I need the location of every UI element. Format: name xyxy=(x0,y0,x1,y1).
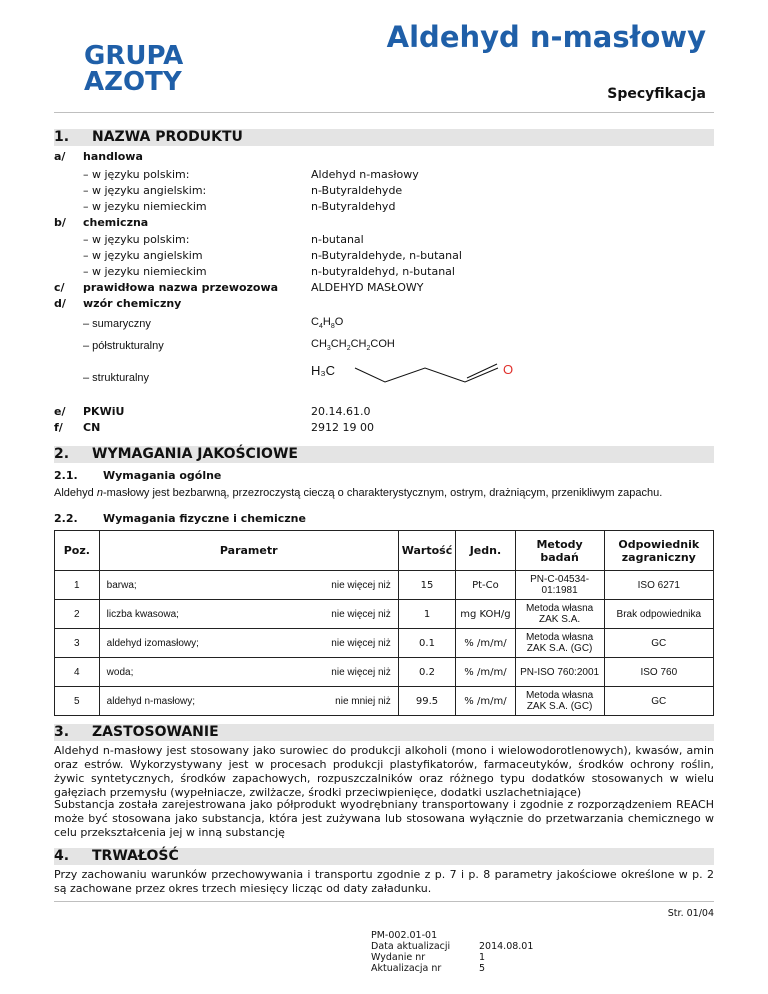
footer-date-label: Data aktualizacji xyxy=(371,941,451,952)
section-2-number: 2. xyxy=(54,446,70,462)
section-3-title: ZASTOSOWANIE xyxy=(92,724,219,740)
durability-paragraph: Przy zachowaniu warunków przechowywania i transportu zgodnie z p. 7 i p. 8 parametry jakościowe określone w p. 2 są zachowane przez okres trzech miesięcy licząc od daty załadunku. xyxy=(54,868,714,895)
row-value: 0.2 xyxy=(398,658,455,687)
a-item-value: Aldehyd n-masłowy xyxy=(311,168,419,181)
row-equiv: Brak odpowiednika xyxy=(604,600,713,629)
table-row xyxy=(55,687,714,716)
header-method: Metody badań xyxy=(515,531,604,571)
a-item-label: – w języku angielskim: xyxy=(83,184,207,197)
item-e-label: PKWiU xyxy=(83,405,125,418)
row-param: liczba kwasowa; nie więcej niż xyxy=(99,600,398,629)
row-unit: % /m/m/ xyxy=(456,629,515,658)
row-unit: % /m/m/ xyxy=(456,687,515,716)
section-4-number: 4. xyxy=(54,848,70,864)
logo-text-line1: GRUPA xyxy=(84,41,184,71)
row-poz: 5 xyxy=(55,687,100,716)
a-item-value: n-Butyraldehyd xyxy=(311,200,396,213)
row-unit: Pt-Co xyxy=(456,571,515,600)
row-value: 99.5 xyxy=(398,687,455,716)
formula-semi-label: – półstrukturalny xyxy=(83,340,164,352)
table-header-row xyxy=(55,531,714,571)
row-equiv: GC xyxy=(604,687,713,716)
a-item-value: n-Butyraldehyde xyxy=(311,184,403,197)
row-value: 0.1 xyxy=(398,629,455,658)
formula-sum-label: – sumaryczny xyxy=(83,318,151,330)
structural-formula xyxy=(305,355,525,395)
b-item-label: – w jezyku niemieckim xyxy=(83,265,207,278)
header-value: Wartość xyxy=(398,531,455,571)
row-param: barwa; nie więcej niż xyxy=(99,571,398,600)
cn-value: 2912 19 00 xyxy=(311,421,374,434)
footer-update-label: Aktualizacja nr xyxy=(371,963,442,974)
logo-text-line2: AZOTY xyxy=(84,67,182,97)
a-item-label: – w jezyku niemieckim xyxy=(83,200,207,213)
row-equiv: ISO 6271 xyxy=(604,571,713,600)
row-poz: 4 xyxy=(55,658,100,687)
item-b-letter: b/ xyxy=(54,216,66,229)
item-f-label: CN xyxy=(83,421,101,434)
table-row xyxy=(55,629,714,658)
subsection-2-1-title: Wymagania ogólne xyxy=(103,469,222,482)
pkwiu-value: 20.14.61.0 xyxy=(311,405,371,418)
row-method: PN-ISO 760:2001 xyxy=(515,658,604,687)
formula-struct-label: – strukturalny xyxy=(83,372,150,384)
row-param: woda; nie więcej niż xyxy=(99,658,398,687)
row-poz: 2 xyxy=(55,600,100,629)
header-param: Parametr xyxy=(99,531,398,571)
row-unit: mg KOH/g xyxy=(456,600,515,629)
b-item-value: n-Butyraldehyde, n-butanal xyxy=(311,249,462,262)
transport-name-value: ALDEHYD MASŁOWY xyxy=(311,281,424,294)
row-method: Metoda własna ZAK S.A. (GC) xyxy=(515,687,604,716)
row-param: aldehyd n-masłowy; nie mniej niż xyxy=(99,687,398,716)
b-item-value: n-butanal xyxy=(311,233,364,246)
row-value: 15 xyxy=(398,571,455,600)
row-method: PN-C-04534-01:1981 xyxy=(515,571,604,600)
row-poz: 1 xyxy=(55,571,100,600)
header-poz: Poz. xyxy=(55,531,100,571)
footer-edition-value: 1 xyxy=(479,952,486,963)
footer-edition-label: Wydanie nr xyxy=(371,952,426,963)
row-method: Metoda własna ZAK S.A. xyxy=(515,600,604,629)
footer-divider xyxy=(54,901,714,902)
section-4-title: TRWAŁOŚĆ xyxy=(92,848,179,864)
page-number: Str. 01/04 xyxy=(667,908,714,919)
section-1-title: NAZWA PRODUKTU xyxy=(92,129,243,145)
section-1-number: 1. xyxy=(54,129,70,145)
row-equiv: ISO 760 xyxy=(604,658,713,687)
item-c-letter: c/ xyxy=(54,281,65,294)
requirements-table xyxy=(54,530,714,716)
structure-methyl-label: H₃C xyxy=(311,363,336,378)
row-equiv: GC xyxy=(604,629,713,658)
item-d-letter: d/ xyxy=(54,297,66,310)
item-d-label: wzór chemiczny xyxy=(83,297,182,310)
section-2-title: WYMAGANIA JAKOŚCIOWE xyxy=(92,446,298,462)
subsection-2-2-title: Wymagania fizyczne i chemiczne xyxy=(103,512,306,525)
item-e-letter: e/ xyxy=(54,405,66,418)
general-requirements-text: Aldehyd n-masłowy jest bezbarwną, przezroczystą cieczą o charakterystycznym, ostrym, drażniącym, przenikliwym zapachu. xyxy=(54,487,663,499)
item-c-label: prawidłowa nazwa przewozowa xyxy=(83,281,279,294)
b-item-value: n-butyraldehyd, n-butanal xyxy=(311,265,455,278)
row-value: 1 xyxy=(398,600,455,629)
header-equiv: Odpowiednik zagraniczny xyxy=(604,531,713,571)
table-row xyxy=(55,571,714,600)
footer-update-value: 5 xyxy=(479,963,486,974)
application-paragraph-2: Substancja została zarejestrowana jako półprodukt wyodrębniany transportowany i zgodnie z rozporządzeniem REACH może być stosowana jako substancja, która jest zużywana lub stosowana wyłącznie do przetwarzania chemicznego w celu przekształcenia jej w inną substancję xyxy=(54,798,714,839)
a-item-label: – w języku polskim: xyxy=(83,168,190,181)
document-subtitle: Specyfikacja xyxy=(607,86,706,102)
section-3-number: 3. xyxy=(54,724,70,740)
table-row xyxy=(55,658,714,687)
header-unit: Jedn. xyxy=(456,531,515,571)
item-a-label: handlowa xyxy=(83,150,143,163)
b-item-label: – w języku angielskim xyxy=(83,249,203,262)
item-f-letter: f/ xyxy=(54,421,63,434)
table-row xyxy=(55,600,714,629)
subsection-2-1-number: 2.1. xyxy=(54,469,78,482)
footer-date-value: 2014.08.01 xyxy=(479,941,534,952)
subsection-2-2-number: 2.2. xyxy=(54,512,78,525)
row-poz: 3 xyxy=(55,629,100,658)
formula-semi-value: $CH_3CH_2CH_2COH$ xyxy=(311,338,395,353)
header-divider xyxy=(54,112,714,113)
company-logo xyxy=(54,24,204,102)
document-title: Aldehyd n-masłowy xyxy=(386,20,706,54)
b-item-label: – w języku polskim: xyxy=(83,233,190,246)
application-paragraph-1: Aldehyd n-masłowy jest stosowany jako surowiec do produkcji alkoholi (mono i wielowodorotlenowych), kwasów, amin oraz estrów. Wykorzystywany jest w procesach produkcji plastyfikatorów, farmaceutyków, środków ochrony roślin, żywic syntetycznych, środków zapachowych, rozpuszczalników oraz różnego typu dodatków stosowanych w wielu gałęziach przemysłu (wypełniacze, zwilżacze, środki przeciwpienięce, dodatki uszlachetniające) xyxy=(54,744,714,799)
item-b-label: chemiczna xyxy=(83,216,149,229)
formula-sum-value: $C_4H_8O$ xyxy=(311,316,344,331)
item-a-letter: a/ xyxy=(54,150,66,163)
structure-oxygen-label: O xyxy=(503,362,514,377)
row-unit: % /m/m/ xyxy=(456,658,515,687)
row-param: aldehyd izomasłowy; nie więcej niż xyxy=(99,629,398,658)
row-method: Metoda własna ZAK S.A. (GC) xyxy=(515,629,604,658)
footer-doc-code: PM-002.01-01 xyxy=(371,930,438,941)
